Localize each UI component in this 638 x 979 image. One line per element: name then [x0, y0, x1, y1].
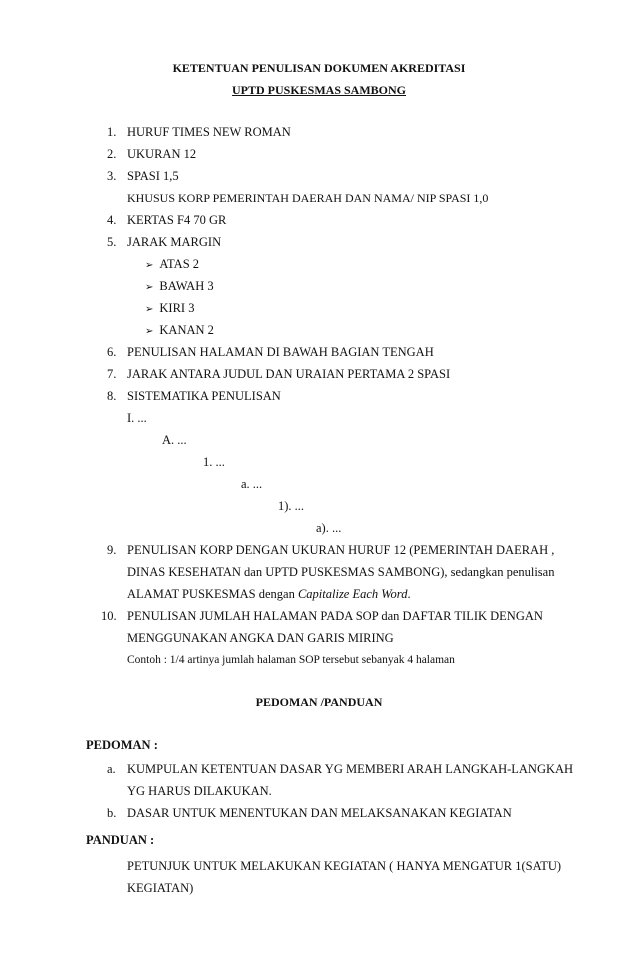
outline-level-5: 1). ...	[278, 499, 305, 513]
list-item: JARAK ANTARA JUDUL DAN URAIAN PERTAMA 2 SPASI	[127, 367, 451, 381]
list-number: 1.	[107, 125, 117, 139]
outline-level-4: a. ...	[241, 477, 263, 491]
list-item: PENULISAN KORP DENGAN UKURAN HURUF 12 (PEMERINTAH DAERAH ,	[127, 543, 555, 557]
list-item: PENULISAN HALAMAN DI BAWAH BAGIAN TENGAH	[127, 345, 434, 359]
margin-bullet	[145, 278, 214, 296]
italic-text: Capitalize Each Word	[297, 587, 408, 601]
list-item-continuation: MENGGUNAKAN ANGKA DAN GARIS MIRING	[127, 631, 394, 645]
list-number: 3.	[107, 169, 117, 183]
list-item-continuation: YG HARUS DILAKUKAN.	[127, 784, 272, 798]
list-number: 8.	[107, 389, 117, 403]
list-number: 2.	[107, 147, 117, 161]
panduan-heading: PANDUAN :	[86, 833, 155, 847]
arrow-bullet-icon: ➢	[145, 304, 154, 315]
list-number: 4.	[107, 213, 117, 227]
margin-value: KIRI 3	[159, 301, 195, 315]
list-item: SISTEMATIKA PENULISAN	[127, 389, 281, 403]
list-number: 7.	[107, 367, 117, 381]
margin-value: BAWAH 3	[159, 279, 214, 293]
margin-bullet	[145, 322, 214, 340]
document-subtitle: UPTD PUSKESMAS SAMBONG	[231, 83, 407, 97]
list-item: HURUF TIMES NEW ROMAN	[127, 125, 291, 139]
list-item: KERTAS F4 70 GR	[127, 213, 227, 227]
margin-bullet	[145, 300, 194, 318]
list-number: 9.	[107, 543, 117, 557]
outline-level-1: I. ...	[127, 411, 147, 425]
list-number: 6.	[107, 345, 117, 359]
list-item: KUMPULAN KETENTUAN DASAR YG MEMBERI ARAH LANGKAH-LANGKAH	[127, 762, 574, 776]
section-title: PEDOMAN /PANDUAN	[255, 695, 383, 709]
outline-level-3: 1. ...	[203, 455, 225, 469]
list-letter: b.	[107, 806, 117, 820]
document-title: KETENTUAN PENULISAN DOKUMEN AKREDITASI	[172, 61, 466, 75]
text-segment: .	[407, 587, 411, 601]
list-number: 5.	[107, 235, 117, 249]
list-item: UKURAN 12	[127, 147, 197, 161]
list-item-continuation	[127, 586, 411, 602]
panduan-text: PETUNJUK UNTUK MELAKUKAN KEGIATAN ( HANYA MENGATUR 1(SATU)	[127, 859, 562, 873]
list-item-continuation: KHUSUS KORP PEMERINTAH DAERAH DAN NAMA/ NIP SPASI 1,0	[127, 191, 489, 205]
pedoman-heading: PEDOMAN :	[86, 738, 158, 752]
example-line: Contoh : 1/4 artinya jumlah halaman SOP tersebut sebanyak 4 halaman	[127, 654, 455, 666]
text-segment: ALAMAT PUSKESMAS dengan	[127, 587, 298, 601]
arrow-bullet-icon: ➢	[145, 260, 154, 271]
list-item-continuation: DINAS KESEHATAN dan UPTD PUSKESMAS SAMBONG), sedangkan penulisan	[127, 565, 555, 579]
arrow-bullet-icon: ➢	[145, 282, 154, 293]
list-item: DASAR UNTUK MENENTUKAN DAN MELAKSANAKAN KEGIATAN	[127, 806, 512, 820]
list-letter: a.	[107, 762, 116, 776]
outline-level-6: a). ...	[316, 521, 342, 535]
list-item: JARAK MARGIN	[127, 235, 222, 249]
margin-bullet	[145, 256, 199, 274]
list-item: SPASI 1,5	[127, 169, 179, 183]
list-number: 10.	[101, 609, 117, 623]
list-item: PENULISAN JUMLAH HALAMAN PADA SOP dan DAFTAR TILIK DENGAN	[127, 609, 543, 623]
outline-level-2: A. ...	[162, 433, 187, 447]
arrow-bullet-icon: ➢	[145, 326, 154, 337]
margin-value: ATAS 2	[159, 257, 200, 271]
panduan-text-continuation: KEGIATAN)	[127, 881, 194, 895]
margin-value: KANAN 2	[159, 323, 214, 337]
